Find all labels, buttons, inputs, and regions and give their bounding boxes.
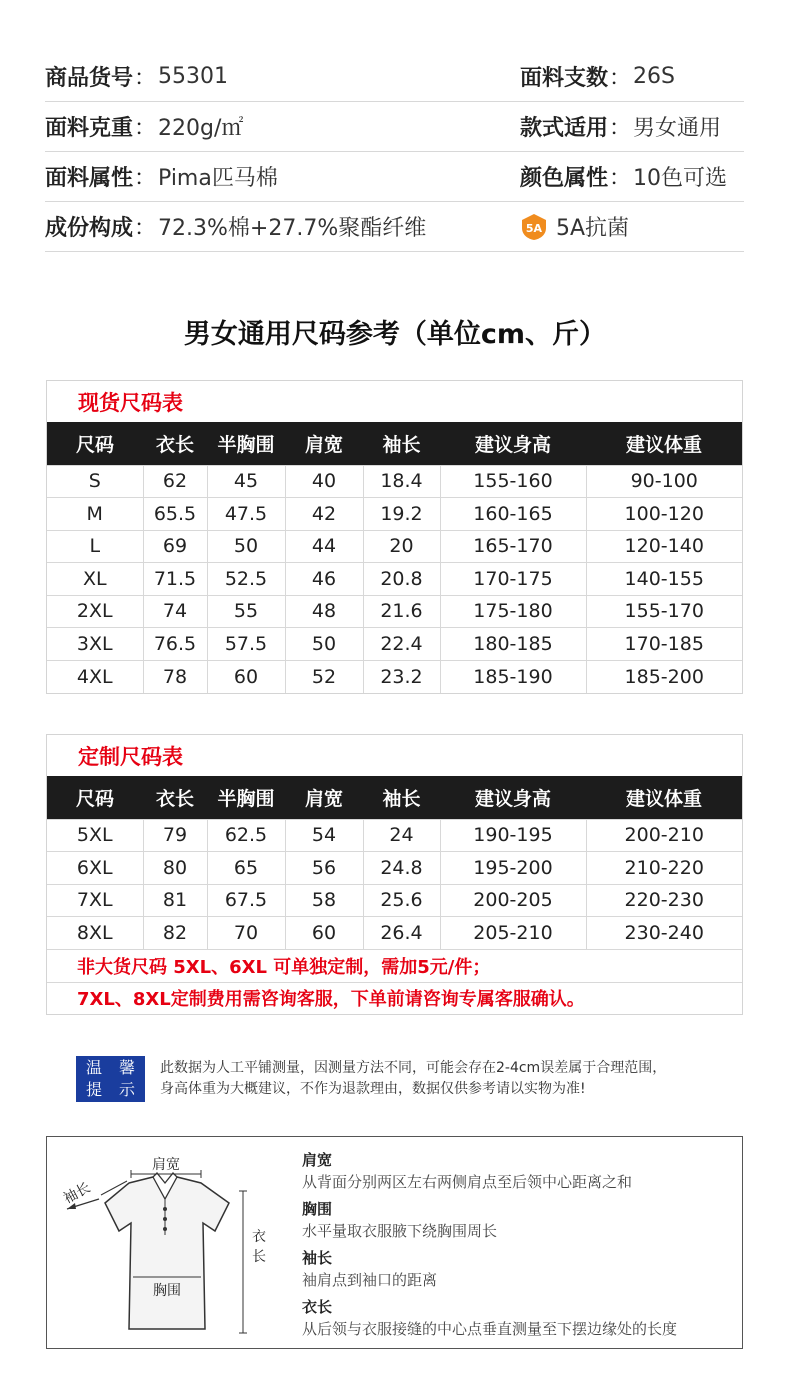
spec-value: 26S: [633, 64, 675, 89]
custom-size-note: 7XL、8XL定制费用需咨询客服，下单前请咨询专属客服确认。: [47, 982, 742, 1015]
table-caption: 定制尺码表: [78, 744, 183, 769]
measurement-desc: 从后领与衣服接缝的中心点垂直测量至下摆边缘处的长度: [302, 1320, 678, 1338]
size-cell: 4XL: [47, 660, 143, 693]
spec-item-yarn-count: [520, 61, 744, 92]
table-cell: 210-220: [586, 852, 742, 885]
table-cell: 200-205: [440, 884, 586, 917]
size-cell: XL: [47, 563, 143, 596]
table-cell: 20: [363, 530, 440, 563]
table-cell: 60: [285, 917, 363, 950]
table-cell: 24.8: [363, 852, 440, 885]
table-cell: 155-160: [440, 465, 586, 498]
table-cell: 21.6: [363, 595, 440, 628]
table-cell: 54: [285, 819, 363, 852]
table-row: [47, 628, 742, 661]
table-cell: 55: [207, 595, 285, 628]
measurement-title: 衣长: [302, 1298, 333, 1316]
header-cell: 半胸围: [207, 776, 285, 819]
size-cell: L: [47, 530, 143, 563]
table-cell: 44: [285, 530, 363, 563]
diagram-label-length: 衣: [252, 1229, 266, 1245]
measurement-definitions: [302, 1149, 742, 1345]
measurement-title: 袖长: [302, 1249, 333, 1267]
table-cell: 175-180: [440, 595, 586, 628]
table-row: [47, 819, 742, 852]
spec-colon: ：: [134, 66, 157, 91]
header-cell: 肩宽: [285, 422, 363, 465]
table-cell: 40: [285, 465, 363, 498]
table-cell: 58: [285, 884, 363, 917]
size-cell: 6XL: [47, 852, 143, 885]
table-cell: 69: [143, 530, 207, 563]
header-cell: 半胸围: [207, 422, 285, 465]
size-table: [47, 422, 742, 693]
spec-value: 220g/㎡: [158, 116, 244, 141]
tips-line: 此数据为人工平铺测量，因测量方法不同，可能会存在2-4cm误差属于合理范围，: [160, 1060, 667, 1076]
table-cell: 185-190: [440, 660, 586, 693]
spec-colon: ：: [134, 166, 157, 191]
table-cell: 45: [207, 465, 285, 498]
table-caption: 现货尺码表: [78, 390, 183, 415]
table-cell: 90-100: [586, 465, 742, 498]
table-cell: 48: [285, 595, 363, 628]
table-row: [47, 884, 742, 917]
header-cell: 肩宽: [285, 776, 363, 819]
spec-value: 10色可选: [633, 166, 728, 191]
table-cell: 56: [285, 852, 363, 885]
table-cell: 78: [143, 660, 207, 693]
table-row: [47, 917, 742, 950]
spec-colon: ：: [609, 116, 632, 141]
diagram-label-sleeve: 袖长: [61, 1179, 94, 1208]
table-cell: 230-240: [586, 917, 742, 950]
measurement-guide: [46, 1136, 743, 1349]
table-cell: 65.5: [143, 498, 207, 531]
table-cell: 200-210: [586, 819, 742, 852]
table-cell: 26.4: [363, 917, 440, 950]
header-cell: 尺码: [47, 776, 143, 819]
spec-colon: ：: [609, 66, 632, 91]
table-cell: 160-165: [440, 498, 586, 531]
spec-label: 面料属性: [45, 166, 134, 191]
measurement-item-length: [302, 1296, 742, 1340]
header-cell: 建议身高: [440, 776, 586, 819]
spec-value: 5A抗菌: [556, 216, 630, 241]
tips-badge: [76, 1056, 145, 1102]
table-cell: 22.4: [363, 628, 440, 661]
header-cell: 袖长: [363, 422, 440, 465]
spec-item-fabric-weight: [45, 111, 520, 142]
measurement-item-sleeve: [302, 1247, 742, 1291]
spec-item-antibacterial: [520, 211, 744, 242]
spec-row: [45, 202, 744, 252]
table-cell: 47.5: [207, 498, 285, 531]
table-row: [47, 498, 742, 531]
custom-size-note: 非大货尺码 5XL、6XL 可单独定制，需加5元/件；: [47, 949, 742, 982]
stock-size-table: [46, 380, 743, 694]
table-cell: 185-200: [586, 660, 742, 693]
table-cell: 42: [285, 498, 363, 531]
size-cell: 2XL: [47, 595, 143, 628]
product-spec-grid: [45, 52, 744, 252]
table-cell: 155-170: [586, 595, 742, 628]
badge-5a-text: 5A: [525, 221, 543, 235]
table-cell: 100-120: [586, 498, 742, 531]
spec-value: Pima匹马棉: [158, 166, 278, 191]
table-cell: 205-210: [440, 917, 586, 950]
table-row: [47, 465, 742, 498]
table-cell: 170-175: [440, 563, 586, 596]
table-row: [47, 852, 742, 885]
table-cell: 195-200: [440, 852, 586, 885]
header-cell: 建议身高: [440, 422, 586, 465]
table-cell: 46: [285, 563, 363, 596]
spec-colon: ：: [609, 166, 632, 191]
measurement-title: 肩宽: [302, 1151, 333, 1169]
spec-item-item-number: [45, 61, 520, 92]
spec-label: 面料克重: [45, 116, 134, 141]
antibacterial-5a-icon: [520, 213, 548, 241]
table-cell: 60: [207, 660, 285, 693]
measurement-desc: 从背面分别两区左右两侧肩点至后领中心距离之和: [302, 1173, 633, 1191]
header-cell: 建议体重: [586, 422, 742, 465]
header-cell: 袖长: [363, 776, 440, 819]
table-cell: 80: [143, 852, 207, 885]
spec-label: 商品货号: [45, 66, 134, 91]
table-cell: 76.5: [143, 628, 207, 661]
table-cell: 120-140: [586, 530, 742, 563]
table-cell: 18.4: [363, 465, 440, 498]
spec-row: [45, 102, 744, 152]
spec-item-fabric-type: [45, 161, 520, 192]
table-cell: 62.5: [207, 819, 285, 852]
spec-row: [45, 152, 744, 202]
table-row: [47, 530, 742, 563]
table-cell: 65: [207, 852, 285, 885]
tips-line: 身高体重为大概建议，不作为退款理由，数据仅供参考请以实物为准!: [160, 1081, 586, 1097]
table-cell: 190-195: [440, 819, 586, 852]
table-header-row: [47, 422, 742, 465]
polo-shirt-outline: [105, 1177, 229, 1329]
size-cell: 5XL: [47, 819, 143, 852]
spec-label: 面料支数: [520, 66, 609, 91]
table-cell: 71.5: [143, 563, 207, 596]
header-cell: 建议体重: [586, 776, 742, 819]
size-table: [47, 776, 742, 949]
measurement-item-chest: [302, 1198, 742, 1242]
custom-size-table: [46, 734, 743, 1015]
spec-value: 55301: [158, 64, 229, 89]
spec-label: 成份构成: [45, 216, 134, 241]
size-cell: S: [47, 465, 143, 498]
table-cell: 67.5: [207, 884, 285, 917]
tips-text: [160, 1058, 750, 1100]
header-cell: 衣长: [143, 776, 207, 819]
spec-value: 72.3%棉+27.7%聚酯纤维: [158, 216, 427, 241]
size-cell: M: [47, 498, 143, 531]
table-cell: 57.5: [207, 628, 285, 661]
table-cell: 220-230: [586, 884, 742, 917]
spec-row: [45, 52, 744, 102]
table-cell: 19.2: [363, 498, 440, 531]
table-cell: 23.2: [363, 660, 440, 693]
shirt-measurement-diagram: [47, 1137, 297, 1348]
table-cell: 52.5: [207, 563, 285, 596]
header-cell: 尺码: [47, 422, 143, 465]
measurement-desc: 袖肩点到袖口的距离: [302, 1271, 438, 1289]
size-cell: 8XL: [47, 917, 143, 950]
table-cell: 20.8: [363, 563, 440, 596]
spec-item-composition: [45, 211, 520, 242]
table-cell: 74: [143, 595, 207, 628]
table-cell: 50: [285, 628, 363, 661]
spec-label: 款式适用: [520, 116, 609, 141]
table-row: [47, 595, 742, 628]
table-cell: 70: [207, 917, 285, 950]
table-cell: 170-185: [586, 628, 742, 661]
size-cell: 3XL: [47, 628, 143, 661]
table-row: [47, 563, 742, 596]
spec-value: 男女通用: [633, 116, 722, 141]
table-cell: 180-185: [440, 628, 586, 661]
measurement-title: 胸围: [302, 1200, 333, 1218]
table-cell: 81: [143, 884, 207, 917]
header-cell: 衣长: [143, 422, 207, 465]
table-cell: 25.6: [363, 884, 440, 917]
table-cell: 82: [143, 917, 207, 950]
diagram-label-length: 长: [252, 1249, 266, 1265]
table-cell: 140-155: [586, 563, 742, 596]
spec-colon: ：: [134, 116, 157, 141]
table-cell: 52: [285, 660, 363, 693]
table-cell: 165-170: [440, 530, 586, 563]
table-cell: 79: [143, 819, 207, 852]
table-cell: 62: [143, 465, 207, 498]
spec-item-fit: [520, 111, 744, 142]
tips-badge-line: 温 馨: [85, 1058, 142, 1077]
spec-colon: ：: [134, 216, 157, 241]
table-header-row: [47, 776, 742, 819]
diagram-label-shoulder: 肩宽: [152, 1157, 180, 1173]
table-cell: 50: [207, 530, 285, 563]
tips-badge-line: 提 示: [85, 1080, 142, 1099]
size-guide-title: 男女通用尺码参考（单位cm、斤）: [183, 319, 607, 350]
table-row: [47, 660, 742, 693]
measurement-desc: 水平量取衣服腋下绕胸围周长: [302, 1222, 498, 1240]
table-cell: 24: [363, 819, 440, 852]
diagram-label-chest: 胸围: [153, 1283, 181, 1299]
size-cell: 7XL: [47, 884, 143, 917]
spec-label: 颜色属性: [520, 166, 609, 191]
spec-item-colors: [520, 161, 744, 192]
measurement-item-shoulder: [302, 1149, 742, 1193]
